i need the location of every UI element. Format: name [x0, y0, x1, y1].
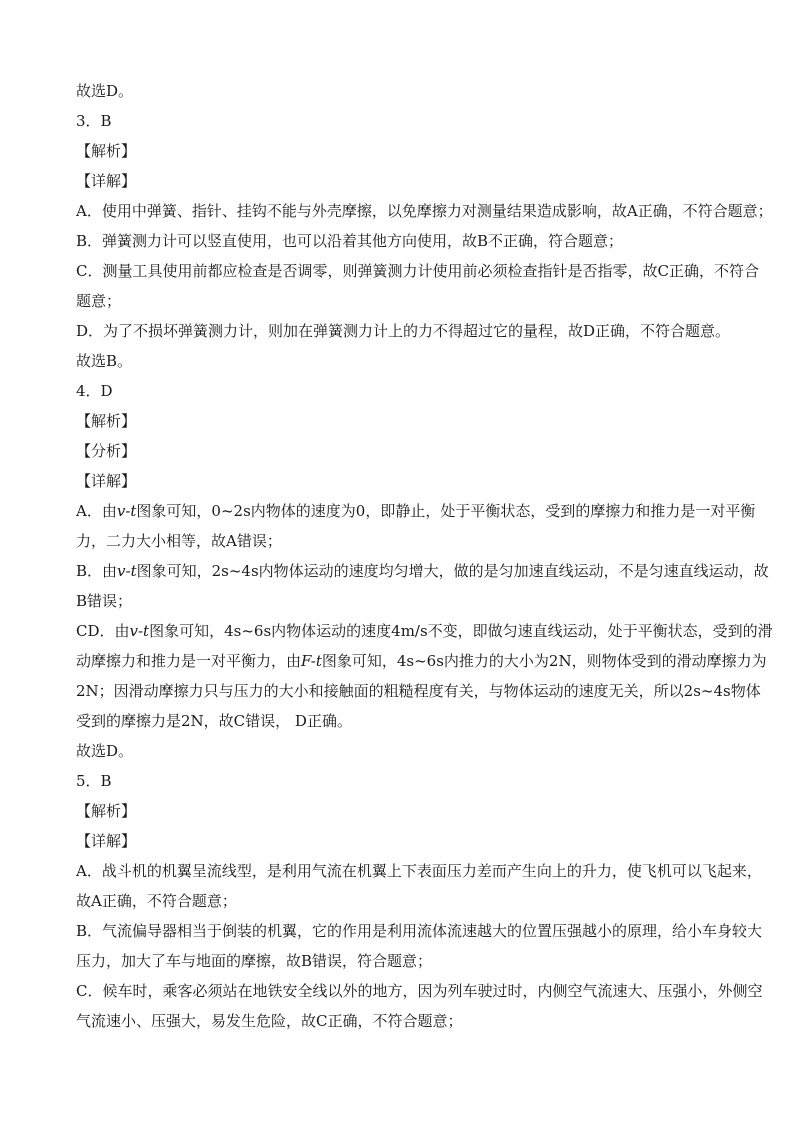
- text-line: 故选B。: [76, 352, 133, 370]
- text-line: A．战斗机的机翼呈流线型，是利用气流在机翼上下表面压力差而产生向上的升力，使飞机可以飞起来，: [76, 862, 762, 880]
- text-line: C．测量工具使用前都应检查是否调零，则弹簧测力计使用前必须检查指针是否指零，故C正确，不符合: [76, 262, 759, 280]
- section-heading: 【详解】: [76, 172, 137, 190]
- text-line: 故选D。: [76, 742, 134, 760]
- text-line: 故A正确，不符合题意；: [76, 892, 237, 910]
- section-heading: 【分析】: [76, 442, 137, 460]
- text-line: 故选D。: [76, 82, 134, 100]
- section-heading: 【解析】: [76, 142, 137, 160]
- text-line: 受到的摩擦力是2N，故C错误， D正确。: [76, 712, 352, 730]
- question-4-answer: 4．D: [76, 382, 113, 400]
- text-line: D．为了不损坏弹簧测力计，则加在弹簧测力计上的力不得超过它的量程，故D正确，不符合题意。: [76, 322, 731, 340]
- text-line: A．由v-t图象可知，0~2s内物体的速度为0，即静止，处于平衡状态，受到的摩擦力和推力是一对平衡: [76, 502, 756, 520]
- text-line: B错误；: [76, 592, 133, 610]
- text-line: A．使用中弹簧、指针、挂钩不能与外壳摩擦，以免摩擦力对测量结果造成影响，故A正确，不符合题意；: [76, 202, 773, 220]
- section-heading: 【详解】: [76, 832, 137, 850]
- text-line: 2N；因滑动摩擦力只与压力的大小和接触面的粗糙程度有关，与物体运动的速度无关，所以2s~4s物体: [76, 682, 761, 700]
- text-line: 气流速小、压强大，易发生危险，故C正确，不符合题意；: [76, 1012, 463, 1030]
- question-5-answer: 5．B: [76, 772, 112, 790]
- text-line: B．气流偏导器相当于倒装的机翼，它的作用是利用流体流速越大的位置压强越小的原理，给小车身较大: [76, 922, 763, 940]
- section-heading: 【解析】: [76, 412, 137, 430]
- section-heading: 【解析】: [76, 802, 137, 820]
- answer-explanation-text: [76, 76, 773, 1036]
- text-line: 压力，加大了车与地面的摩擦，故B错误，符合题意；: [76, 952, 433, 970]
- text-line: C．候车时，乘客必须站在地铁安全线以外的地方，因为列车驶过时，内侧空气流速大、压强小，外侧空: [76, 982, 763, 1000]
- text-line: B．由v-t图象可知，2s~4s内物体运动的速度均匀增大，做的是匀加速直线运动，不是匀速直线运动，故: [76, 562, 769, 580]
- text-line: 力，二力大小相等，故A错误；: [76, 532, 282, 550]
- text-line: CD．由v-t图象可知，4s~6s内物体运动的速度4m/s不变，即做匀速直线运动，处于平衡状态，受到的滑: [76, 622, 773, 640]
- text-line: B．弹簧测力计可以竖直使用，也可以沿着其他方向使用，故B不正确，符合题意；: [76, 232, 624, 250]
- text-line: 动摩擦力和推力是一对平衡力，由F-t图象可知，4s~6s内推力的大小为2N，则物体受到的滑动摩擦力为: [76, 652, 767, 670]
- text-line: 题意；: [76, 292, 122, 310]
- question-3-answer: 3．B: [76, 112, 112, 130]
- section-heading: 【详解】: [76, 472, 137, 490]
